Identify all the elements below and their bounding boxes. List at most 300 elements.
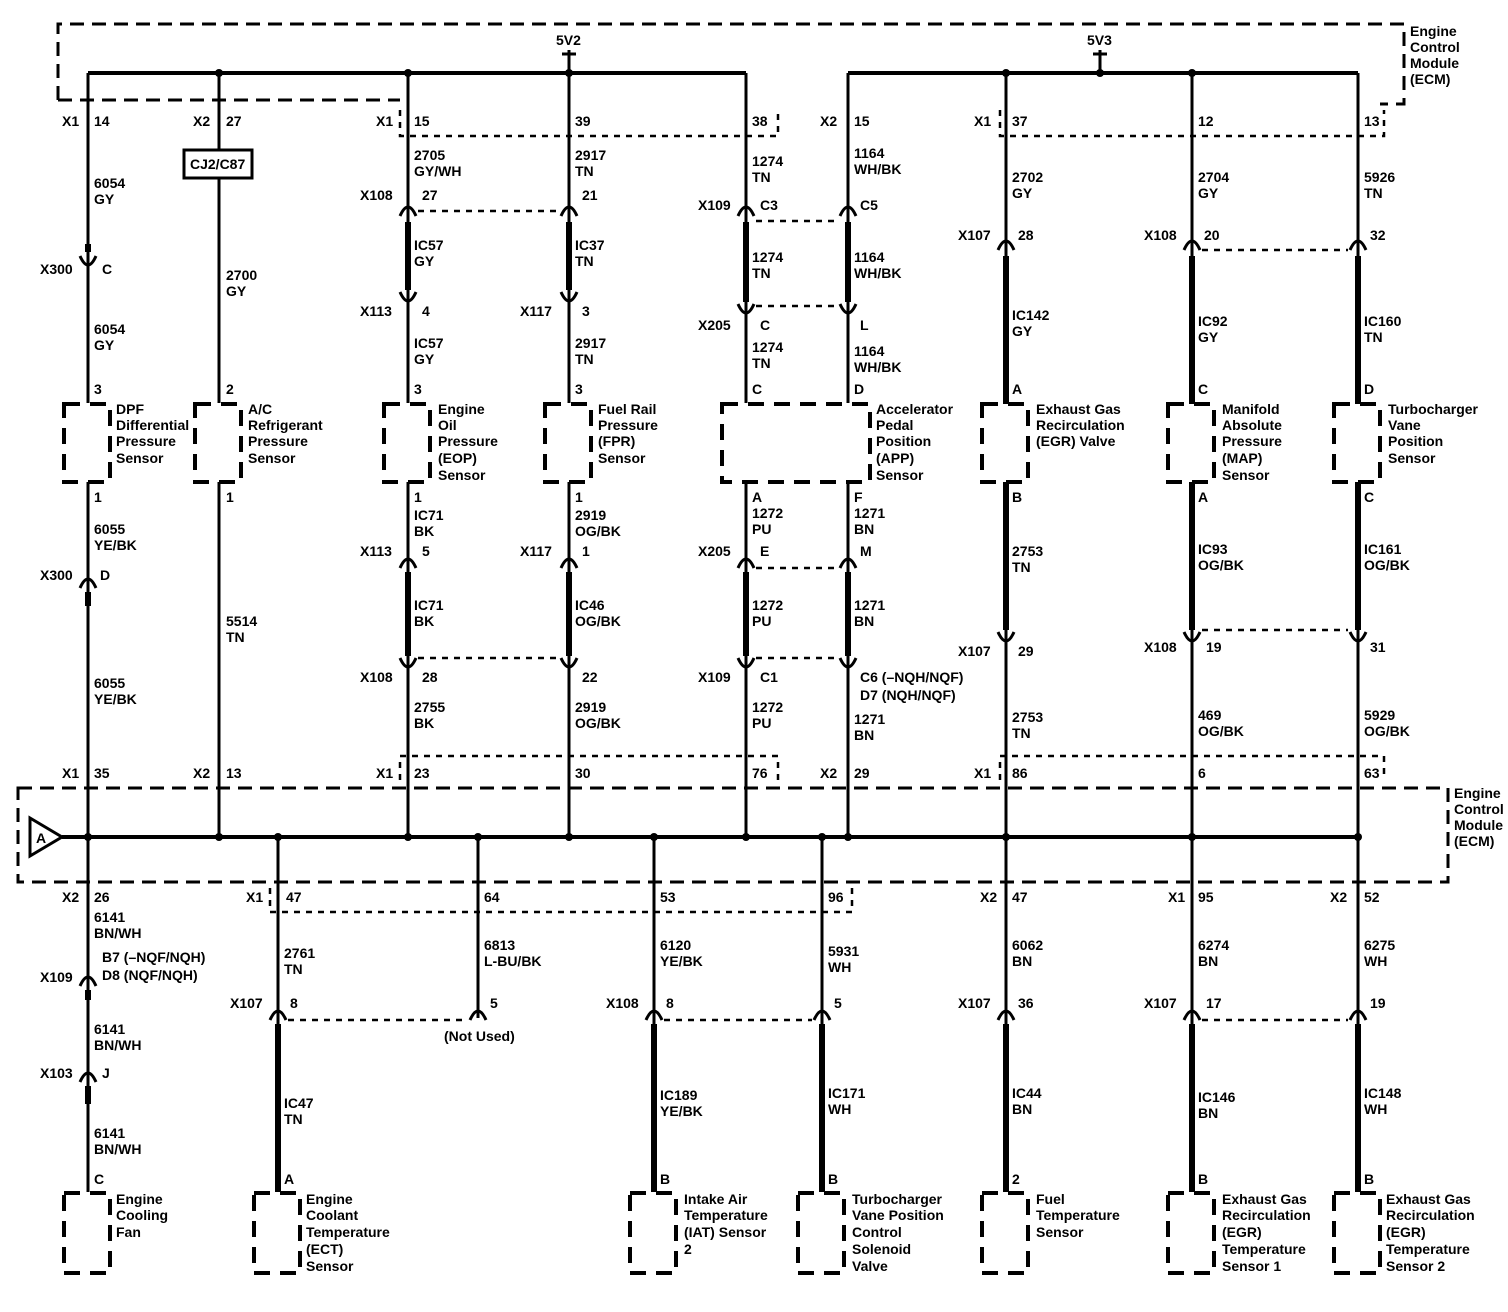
svg-text:TN: TN	[226, 629, 245, 645]
svg-text:6055: 6055	[94, 675, 126, 691]
svg-text:X109: X109	[698, 197, 731, 213]
svg-text:B: B	[828, 1171, 839, 1187]
ecm-bottom-pins	[62, 889, 1380, 905]
connector-thick-segments	[88, 222, 1358, 1192]
svg-text:TN: TN	[284, 961, 303, 977]
svg-text:Control: Control	[1454, 801, 1504, 817]
svg-text:X107: X107	[1144, 995, 1177, 1011]
svg-text:BN/WH: BN/WH	[94, 1141, 142, 1157]
svg-text:5931: 5931	[828, 943, 860, 959]
svg-text:IC160: IC160	[1364, 313, 1402, 329]
svg-text:96: 96	[828, 889, 844, 905]
svg-text:5926: 5926	[1364, 169, 1396, 185]
svg-text:Pedal: Pedal	[876, 417, 914, 433]
svg-text:2700: 2700	[226, 267, 258, 283]
svg-text:IC142: IC142	[1012, 307, 1050, 323]
svg-text:X107: X107	[958, 227, 991, 243]
svg-text:C3: C3	[760, 197, 778, 213]
svg-text:L: L	[860, 317, 869, 333]
svg-text:27: 27	[226, 113, 242, 129]
svg-text:(EOP): (EOP)	[438, 450, 477, 466]
svg-text:GY: GY	[1012, 185, 1033, 201]
svg-text:76: 76	[752, 765, 768, 781]
svg-text:3: 3	[414, 381, 422, 397]
ecm-mid-pins	[62, 765, 1380, 781]
ecm-top-outline	[58, 24, 1404, 104]
svg-text:(IAT) Sensor: (IAT) Sensor	[684, 1224, 767, 1240]
svg-text:Module: Module	[1454, 817, 1503, 833]
svg-text:Sensor: Sensor	[598, 450, 646, 466]
svg-text:Temperature: Temperature	[1036, 1207, 1120, 1223]
svg-text:Pressure: Pressure	[248, 433, 308, 449]
svg-text:Sensor: Sensor	[248, 450, 296, 466]
svg-text:Pressure: Pressure	[438, 433, 498, 449]
svg-text:J: J	[102, 1065, 110, 1081]
svg-text:2761: 2761	[284, 945, 316, 961]
svg-text:1272: 1272	[752, 597, 784, 613]
middle-wires	[88, 482, 1358, 837]
svg-text:Fuel Rail: Fuel Rail	[598, 401, 657, 417]
svg-text:Sensor: Sensor	[1036, 1224, 1084, 1240]
svg-text:OG/BK: OG/BK	[575, 523, 621, 539]
svg-text:Temperature: Temperature	[1222, 1241, 1306, 1257]
svg-text:BN: BN	[854, 613, 875, 629]
svg-text:Exhaust Gas: Exhaust Gas	[1036, 401, 1121, 417]
svg-text:PU: PU	[752, 521, 772, 537]
svg-text:(EGR): (EGR)	[1386, 1224, 1426, 1240]
svg-text:Cooling: Cooling	[116, 1207, 169, 1223]
svg-text:X205: X205	[698, 543, 731, 559]
svg-text:13: 13	[226, 765, 242, 781]
svg-text:GY/WH: GY/WH	[414, 163, 462, 179]
svg-text:2702: 2702	[1012, 169, 1044, 185]
svg-text:DPF: DPF	[116, 401, 144, 417]
svg-text:L-BU/BK: L-BU/BK	[484, 953, 542, 969]
svg-text:2919: 2919	[575, 699, 607, 715]
svg-text:Absolute: Absolute	[1222, 417, 1282, 433]
svg-text:X113: X113	[360, 543, 392, 559]
svg-text:IC71: IC71	[414, 597, 444, 613]
svg-text:39: 39	[575, 113, 591, 129]
svg-text:5514: 5514	[226, 613, 258, 629]
svg-text:Vane Position: Vane Position	[852, 1207, 944, 1223]
svg-text:B7 (–NQF/NQH): B7 (–NQF/NQH)	[102, 949, 206, 965]
svg-text:2753: 2753	[1012, 543, 1044, 559]
svg-text:28: 28	[1018, 227, 1034, 243]
svg-text:YE/BK: YE/BK	[660, 1103, 703, 1119]
svg-text:IC46: IC46	[575, 597, 605, 613]
svg-text:Engine: Engine	[306, 1191, 353, 1207]
svg-text:12: 12	[1198, 113, 1214, 129]
svg-text:X109: X109	[40, 969, 73, 985]
svg-text:BK: BK	[414, 613, 435, 629]
engine-cooling-fan	[64, 1193, 110, 1273]
svg-text:IC47: IC47	[284, 1095, 314, 1111]
svg-text:2705: 2705	[414, 147, 446, 163]
svg-text:1271: 1271	[854, 505, 886, 521]
svg-text:1164: 1164	[854, 249, 885, 265]
svg-text:X108: X108	[1144, 227, 1177, 243]
svg-text:1272: 1272	[752, 699, 784, 715]
5v3-label: 5V3	[1087, 32, 1112, 48]
svg-text:OG/BK: OG/BK	[1364, 557, 1410, 573]
egr-temperature-sensor-1	[1168, 1193, 1214, 1273]
svg-text:6054: 6054	[94, 321, 126, 337]
svg-text:PU: PU	[752, 613, 772, 629]
svg-text:Control: Control	[1410, 39, 1460, 55]
svg-text:Turbocharger: Turbocharger	[852, 1191, 942, 1207]
svg-text:X113: X113	[360, 303, 392, 319]
svg-text:Pressure: Pressure	[598, 417, 658, 433]
svg-text:Oil: Oil	[438, 417, 457, 433]
svg-text:21: 21	[582, 187, 598, 203]
svg-text:GY: GY	[1012, 323, 1033, 339]
svg-text:1: 1	[414, 489, 422, 505]
svg-text:6274: 6274	[1198, 937, 1230, 953]
svg-text:IC37: IC37	[575, 237, 605, 253]
svg-text:19: 19	[1370, 995, 1386, 1011]
ecm-top-pins	[62, 113, 1380, 129]
svg-text:1274: 1274	[752, 249, 784, 265]
svg-text:2919: 2919	[575, 507, 607, 523]
svg-text:WH: WH	[828, 1101, 852, 1117]
svg-text:Fan: Fan	[116, 1224, 141, 1240]
svg-text:3: 3	[94, 381, 102, 397]
svg-text:Valve: Valve	[852, 1258, 888, 1274]
svg-text:C: C	[1364, 489, 1375, 505]
turbocharger-vane-position-control-solenoid-valve	[798, 1193, 844, 1273]
svg-text:19: 19	[1206, 639, 1222, 655]
svg-text:Differential: Differential	[116, 417, 190, 433]
svg-text:WH: WH	[1364, 953, 1388, 969]
svg-text:2: 2	[226, 381, 234, 397]
svg-text:OG/BK: OG/BK	[1364, 723, 1410, 739]
ecm-bottom-x1-group	[270, 888, 852, 912]
svg-text:(ECT): (ECT)	[306, 1241, 344, 1257]
svg-text:IC92: IC92	[1198, 313, 1228, 329]
svg-text:1: 1	[226, 489, 234, 505]
svg-text:TN: TN	[575, 163, 594, 179]
svg-text:F: F	[854, 489, 863, 505]
svg-text:IC93: IC93	[1198, 541, 1228, 557]
svg-text:Position: Position	[1388, 433, 1444, 449]
svg-text:C: C	[102, 261, 113, 277]
svg-text:BN: BN	[1198, 1105, 1219, 1121]
svg-text:Fuel: Fuel	[1036, 1191, 1065, 1207]
svg-text:Sensor 2: Sensor 2	[1386, 1258, 1446, 1274]
svg-text:C: C	[1198, 381, 1209, 397]
svg-text:C1: C1	[760, 669, 778, 685]
svg-text:(EGR) Valve: (EGR) Valve	[1036, 433, 1116, 449]
svg-text:YE/BK: YE/BK	[94, 537, 137, 553]
svg-text:TN: TN	[1012, 725, 1031, 741]
svg-text:Engine: Engine	[1454, 785, 1501, 801]
svg-text:C: C	[94, 1171, 105, 1187]
svg-text:22: 22	[582, 669, 598, 685]
svg-text:38: 38	[752, 113, 768, 129]
svg-text:95: 95	[1198, 889, 1214, 905]
svg-text:GY: GY	[414, 351, 435, 367]
svg-text:Position: Position	[876, 433, 932, 449]
svg-text:X1: X1	[376, 765, 394, 781]
svg-text:Sensor: Sensor	[1222, 467, 1270, 483]
svg-text:Engine: Engine	[1410, 23, 1457, 39]
svg-text:IC148: IC148	[1364, 1085, 1402, 1101]
svg-text:WH/BK: WH/BK	[854, 161, 902, 177]
svg-text:2917: 2917	[575, 147, 607, 163]
svg-text:1271: 1271	[854, 597, 886, 613]
svg-text:BN: BN	[1012, 953, 1033, 969]
svg-text:TN: TN	[1364, 185, 1383, 201]
svg-text:4: 4	[422, 303, 430, 319]
svg-text:2: 2	[1012, 1171, 1020, 1187]
svg-text:Engine: Engine	[116, 1191, 163, 1207]
svg-text:X2: X2	[820, 765, 838, 781]
svg-text:36: 36	[1018, 995, 1034, 1011]
svg-text:64: 64	[484, 889, 500, 905]
svg-text:BN/WH: BN/WH	[94, 925, 142, 941]
ecm-top-label	[1410, 23, 1460, 87]
svg-text:BN: BN	[854, 521, 875, 537]
svg-text:3: 3	[575, 381, 583, 397]
svg-text:X300: X300	[40, 261, 73, 277]
svg-text:X2: X2	[980, 889, 998, 905]
svg-text:X107: X107	[958, 995, 991, 1011]
svg-text:X108: X108	[606, 995, 639, 1011]
svg-text:BN: BN	[1012, 1101, 1033, 1117]
engine-oil-pressure-sensor	[384, 404, 430, 482]
svg-text:C5: C5	[860, 197, 878, 213]
svg-text:E: E	[760, 543, 770, 559]
svg-text:28: 28	[422, 669, 438, 685]
svg-text:5: 5	[834, 995, 842, 1011]
svg-text:Module: Module	[1410, 55, 1459, 71]
svg-text:1274: 1274	[752, 153, 784, 169]
svg-text:Sensor: Sensor	[116, 450, 164, 466]
svg-text:BK: BK	[414, 715, 435, 731]
svg-text:Pressure: Pressure	[116, 433, 176, 449]
svg-text:X103: X103	[40, 1065, 73, 1081]
svg-text:1164: 1164	[854, 145, 885, 161]
svg-text:23: 23	[414, 765, 430, 781]
svg-text:PU: PU	[752, 715, 772, 731]
svg-text:17: 17	[1206, 995, 1222, 1011]
svg-text:Intake Air: Intake Air	[684, 1191, 748, 1207]
svg-text:X2: X2	[193, 765, 211, 781]
svg-text:8: 8	[290, 995, 298, 1011]
svg-text:IC57: IC57	[414, 237, 444, 253]
svg-text:Coolant: Coolant	[306, 1207, 359, 1223]
svg-text:1274: 1274	[752, 339, 784, 355]
svg-text:(APP): (APP)	[876, 450, 915, 466]
svg-text:2704: 2704	[1198, 169, 1230, 185]
svg-text:5: 5	[490, 995, 498, 1011]
svg-text:IC71: IC71	[414, 507, 444, 523]
svg-text:8: 8	[666, 995, 674, 1011]
svg-text:6120: 6120	[660, 937, 692, 953]
accelerator-pedal-position-sensor	[722, 404, 870, 482]
svg-text:X1: X1	[974, 765, 992, 781]
svg-text:Sensor 1: Sensor 1	[1222, 1258, 1282, 1274]
svg-text:BN/WH: BN/WH	[94, 1037, 142, 1053]
svg-text:OG/BK: OG/BK	[1198, 557, 1244, 573]
svg-text:26: 26	[94, 889, 110, 905]
svg-text:(FPR): (FPR)	[598, 433, 636, 449]
svg-text:C: C	[752, 381, 763, 397]
dpf-differential-pressure-sensor	[64, 404, 110, 482]
ecm-bottom-label	[1454, 785, 1504, 849]
svg-text:D: D	[1364, 381, 1375, 397]
svg-text:GY: GY	[1198, 329, 1219, 345]
svg-text:Temperature: Temperature	[1386, 1241, 1470, 1257]
svg-text:B: B	[1198, 1171, 1209, 1187]
svg-text:32: 32	[1370, 227, 1386, 243]
svg-text:(ECM): (ECM)	[1410, 71, 1451, 87]
svg-text:A: A	[1198, 489, 1209, 505]
svg-text:D: D	[854, 381, 865, 397]
svg-text:5: 5	[422, 543, 430, 559]
svg-text:Turbocharger: Turbocharger	[1388, 401, 1478, 417]
svg-text:Pressure: Pressure	[1222, 433, 1282, 449]
fuel-rail-pressure-sensor	[545, 404, 591, 482]
svg-text:X205: X205	[698, 317, 731, 333]
egr-temperature-sensor-2	[1334, 1193, 1380, 1273]
svg-text:X1: X1	[1168, 889, 1186, 905]
svg-text:IC161: IC161	[1364, 541, 1402, 557]
svg-text:TN: TN	[1012, 559, 1031, 575]
svg-text:Sensor: Sensor	[306, 1258, 354, 1274]
svg-text:GY: GY	[94, 337, 115, 353]
svg-text:X107: X107	[958, 643, 991, 659]
svg-text:X2: X2	[193, 113, 211, 129]
svg-text:GY: GY	[94, 191, 115, 207]
svg-text:6141: 6141	[94, 909, 126, 925]
svg-text:Control: Control	[852, 1224, 902, 1240]
svg-text:X2: X2	[820, 113, 838, 129]
svg-text:TN: TN	[284, 1111, 303, 1127]
svg-text:X117: X117	[520, 543, 552, 559]
turbocharger-vane-position-sensor	[1334, 404, 1380, 482]
map-sensor	[1168, 404, 1214, 482]
svg-text:TN: TN	[752, 169, 771, 185]
svg-text:X2: X2	[1330, 889, 1348, 905]
svg-text:3: 3	[582, 303, 590, 319]
svg-text:A: A	[36, 830, 47, 846]
5v2-label: 5V2	[556, 32, 581, 48]
svg-text:6055: 6055	[94, 521, 126, 537]
svg-text:X2: X2	[62, 889, 80, 905]
svg-text:C6 (–NQH/NQF): C6 (–NQH/NQF)	[860, 669, 964, 685]
svg-text:M: M	[860, 543, 872, 559]
svg-text:13: 13	[1364, 113, 1380, 129]
svg-text:Recirculation: Recirculation	[1036, 417, 1125, 433]
svg-text:(MAP): (MAP)	[1222, 450, 1263, 466]
svg-text:2917: 2917	[575, 335, 607, 351]
svg-text:1271: 1271	[854, 711, 886, 727]
svg-text:15: 15	[854, 113, 870, 129]
svg-text:B: B	[1364, 1171, 1375, 1187]
svg-text:Refrigerant: Refrigerant	[248, 417, 323, 433]
svg-text:15: 15	[414, 113, 430, 129]
svg-text:5929: 5929	[1364, 707, 1396, 723]
svg-text:OG/BK: OG/BK	[1198, 723, 1244, 739]
svg-text:29: 29	[1018, 643, 1034, 659]
svg-text:IC189: IC189	[660, 1087, 698, 1103]
svg-text:BN: BN	[854, 727, 875, 743]
svg-text:X1: X1	[974, 113, 992, 129]
svg-text:X109: X109	[698, 669, 731, 685]
svg-text:47: 47	[1012, 889, 1028, 905]
svg-text:Exhaust Gas: Exhaust Gas	[1222, 1191, 1307, 1207]
svg-text:1272: 1272	[752, 505, 784, 521]
svg-text:BN: BN	[1198, 953, 1219, 969]
svg-text:6275: 6275	[1364, 937, 1396, 953]
svg-text:IC44: IC44	[1012, 1085, 1042, 1101]
svg-text:B: B	[1012, 489, 1023, 505]
svg-text:6141: 6141	[94, 1021, 126, 1037]
svg-text:29: 29	[854, 765, 870, 781]
svg-text:2: 2	[684, 1241, 692, 1257]
svg-text:Engine: Engine	[438, 401, 485, 417]
svg-text:1: 1	[582, 543, 590, 559]
svg-text:37: 37	[1012, 113, 1028, 129]
svg-text:52: 52	[1364, 889, 1380, 905]
svg-text:WH/BK: WH/BK	[854, 265, 902, 281]
svg-text:Manifold: Manifold	[1222, 401, 1280, 417]
svg-text:Recirculation: Recirculation	[1386, 1207, 1475, 1223]
svg-text:A: A	[752, 489, 763, 505]
svg-text:X300: X300	[40, 567, 73, 583]
svg-text:Recirculation: Recirculation	[1222, 1207, 1311, 1223]
svg-text:IC146: IC146	[1198, 1089, 1236, 1105]
svg-text:D8 (NQF/NQH): D8 (NQF/NQH)	[102, 967, 198, 983]
svg-text:BK: BK	[414, 523, 435, 539]
svg-text:X108: X108	[1144, 639, 1177, 655]
svg-text:Exhaust Gas: Exhaust Gas	[1386, 1191, 1471, 1207]
svg-text:Temperature: Temperature	[684, 1207, 768, 1223]
svg-text:Solenoid: Solenoid	[852, 1241, 912, 1257]
svg-text:86: 86	[1012, 765, 1028, 781]
svg-text:47: 47	[286, 889, 302, 905]
svg-text:35: 35	[94, 765, 110, 781]
svg-text:(ECM): (ECM)	[1454, 833, 1495, 849]
svg-text:GY: GY	[226, 283, 247, 299]
svg-text:Sensor: Sensor	[1388, 450, 1436, 466]
svg-text:14: 14	[94, 113, 110, 129]
svg-text:A: A	[1012, 381, 1023, 397]
fuel-temperature-sensor	[982, 1193, 1028, 1273]
svg-text:IC57: IC57	[414, 335, 444, 351]
svg-text:OG/BK: OG/BK	[575, 613, 621, 629]
svg-text:WH: WH	[1364, 1101, 1388, 1117]
svg-text:X108: X108	[360, 187, 393, 203]
svg-text:YE/BK: YE/BK	[660, 953, 703, 969]
svg-text:X1: X1	[376, 113, 394, 129]
svg-text:Sensor: Sensor	[876, 467, 924, 483]
svg-text:20: 20	[1204, 227, 1220, 243]
svg-text:30: 30	[575, 765, 591, 781]
svg-text:X108: X108	[360, 669, 393, 685]
svg-text:1164: 1164	[854, 343, 885, 359]
svg-text:IC171: IC171	[828, 1085, 866, 1101]
svg-text:Vane: Vane	[1388, 417, 1421, 433]
svg-text:X117: X117	[520, 303, 552, 319]
not-used-label: (Not Used)	[444, 1028, 515, 1044]
svg-text:D: D	[100, 567, 111, 583]
svg-text:(EGR): (EGR)	[1222, 1224, 1262, 1240]
svg-text:2755: 2755	[414, 699, 446, 715]
svg-text:WH/BK: WH/BK	[854, 359, 902, 375]
